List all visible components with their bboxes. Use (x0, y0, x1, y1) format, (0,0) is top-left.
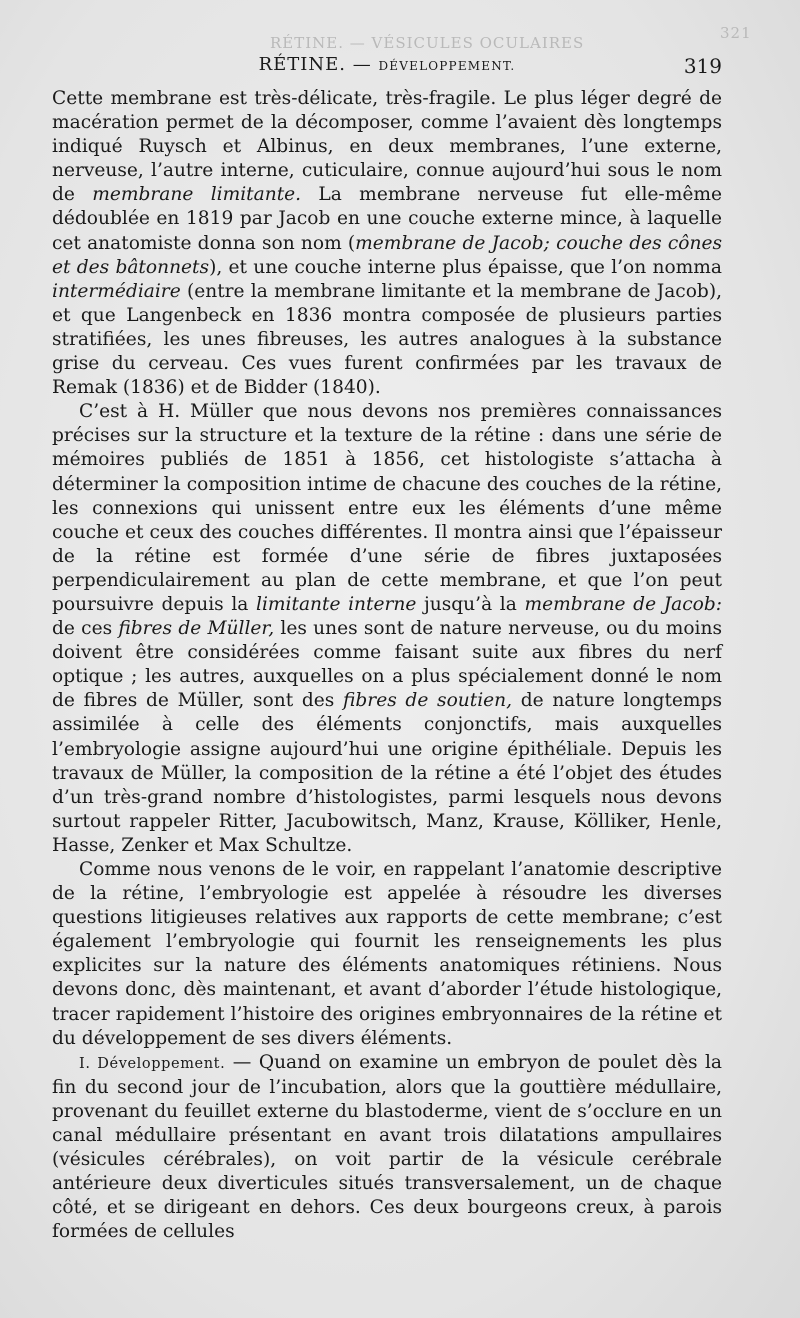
text-run: les unes sont de nature nerveuse, ou du moins doivent être considérées comme faisant suite aux fibres du nerf optique ; les autres, auxquelles on a plus spécialement donné le nom de fibres de Müller, sont des (52, 618, 722, 712)
text-run: ), et une couche interne plus épaisse, que l’on nomma (209, 256, 722, 278)
title-dash: — (352, 54, 372, 75)
bleed-through-heading: RÉTINE. — VÉSICULES OCULAIRES (270, 34, 585, 52)
text-run: Comme nous venons de le voir, en rappelant l’anatomie descriptive de la rétine, l’embryologie est appelée à résoudre les diverses questions litigieuses relatives aux rapports de cette membrane; c’est également l’embryologie qui fournit les renseignements les plus explicites sur la nature des éléments anatomiques rétiniens. Nous devons donc, dès maintenant, et avant d’aborder l’étude histologique, tracer rapidement l’histoire des origines embryonnaires de la rétine et du développement de ses divers éléments. (52, 859, 722, 1049)
italic-term: intermédiaire (52, 280, 181, 302)
italic-term: membrane limitante. (92, 184, 302, 206)
text-run: (entre la membrane limitante et la membrane de Jacob), et que Langenbeck en 1836 montra composée de plusieurs parties stratifiées, les unes fibreuses, les autres analogues à la substance grise du cerveau. Ces vues furent confirmées par les travaux de Remak (1836) et de Bidder (1840). (52, 280, 722, 399)
bleed-through-text (270, 24, 790, 52)
page-number: 319 (683, 54, 722, 78)
italic-term: fibres de soutien, (343, 690, 513, 712)
running-head-title (52, 54, 722, 75)
text-run: de nature longtemps assimilée à celle des éléments conjonctifs, mais auxquelles l’embryologie assigne aujourd’hui une origine épithéliale. Depuis les travaux de Müller, la composition de la rétine a été l’objet des études d’un très-grand nombre d’histologistes, parmi lesquels nous devons surtout rappeler Ritter, Jacubowitsch, Manz, Krause, Kölliker, Henle, Hasse, Zenker et Max Schultze. (52, 690, 722, 856)
text-run: C’est à H. Müller que nous devons nos premières connaissances précises sur la structure et la texture de la rétine : dans une série de mémoires publiés de 1851 à 1856, cet histologiste s’attacha à déterminer la composition intime de chacune des couches de la rétine, les connexions qui unissent entre eux les éléments d’une même couche et ceux des couches différentes. Il montra ainsi que l’épaisseur de la rétine est formée d’une série de fibres juxtaposées perpendiculairement au plan de cette membrane, et que l’on peut poursuivre depuis la (52, 401, 722, 615)
text-run: — Quand on examine un embryon de poulet dès la fin du second jour de l’incubation, alors que la gouttière médullaire, provenant du feuillet externe du blastoderme, vient de s’occlure en un canal médullaire présentant en avant trois dilatations ampullaires (vésicules cérébrales), on voit partir de la vésicule cerébrale antérieure deux diverticules situés transversalement, un de chaque côté, et se dirigeant en dehors. Ces deux bourgeons creux, à parois formées de cellules (52, 1051, 722, 1243)
body-text (52, 87, 722, 1245)
running-head (52, 54, 722, 80)
paragraph-4 (52, 1051, 722, 1245)
italic-term: fibres de Müller, (118, 618, 275, 640)
subsection-title: DÉVELOPPEMENT. (378, 59, 516, 73)
paragraph-2 (52, 400, 722, 858)
text-run: jusqu’à la (416, 593, 525, 615)
text-run: Cette membrane est très-délicate, très-fragile. Le plus léger degré de macération permet de la décomposer, comme l’avaient dès longtemps indiqué Ruysch et Albinus, en deux membranes, l’une externe, nerveuse, l’autre interne, cuticulaire, connue aujourd’hui sous le nom de (52, 88, 722, 206)
italic-term: membrane de Jacob: (524, 593, 723, 615)
section-heading: I. Développement. (79, 1055, 226, 1072)
paragraph-3 (52, 858, 722, 1051)
section-title: RÉTINE. (258, 54, 346, 75)
text-run: La membrane nerveuse fut elle-même dédoublée en 1819 par Jacob en une couche externe mince, à laquelle cet anatomiste donna son nom ( (52, 184, 722, 254)
paragraph-1 (52, 87, 722, 400)
text-run: de ces (52, 618, 119, 640)
italic-term: membrane de Jacob; couche des cônes et des bâtonnets (52, 232, 723, 278)
bleed-through-page-number: 321 (720, 24, 752, 42)
italic-term: limitante interne (256, 593, 417, 615)
